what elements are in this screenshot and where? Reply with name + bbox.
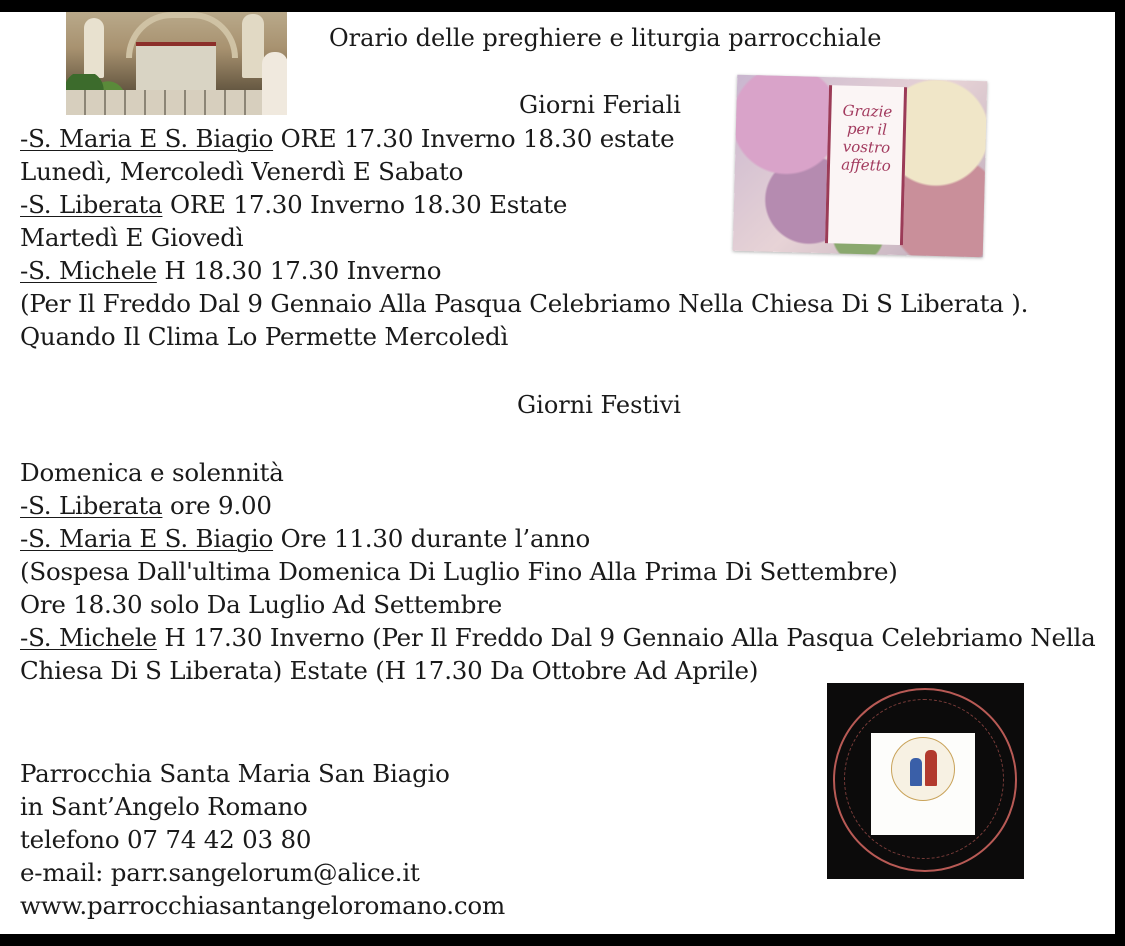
schedule-line xyxy=(20,621,1096,654)
schedule-line xyxy=(20,188,567,221)
schedule-text: Martedì E Giovedì xyxy=(20,223,244,252)
church-name: -S. Liberata xyxy=(20,491,163,520)
thank-you-card-image xyxy=(733,75,988,257)
parish-website[interactable]: www.parrocchiasantangeloromano.com xyxy=(20,891,505,920)
card-text-line: affetto xyxy=(841,155,892,175)
schedule-text: Ore 18.30 solo Da Luglio Ad Settembre xyxy=(20,590,503,619)
schedule-text: ore 9.00 xyxy=(162,491,272,520)
parish-name: Parrocchia Santa Maria San Biagio xyxy=(20,759,450,788)
church-name: -S. Michele xyxy=(20,256,157,285)
schedule-line xyxy=(20,456,284,489)
schedule-text: ORE 17.30 Inverno 18.30 estate xyxy=(273,124,675,153)
schedule-line xyxy=(20,522,590,555)
schedule-line xyxy=(20,155,463,188)
schedule-text: Quando Il Clima Lo Permette Mercoledì xyxy=(20,322,509,351)
church-name: -S. Michele xyxy=(20,623,157,652)
page-sheet xyxy=(0,12,1115,934)
schedule-line xyxy=(20,320,508,353)
church-name: -S. Maria E S. Biagio xyxy=(20,524,274,553)
schedule-text: Lunedì, Mercoledì Venerdì E Sabato xyxy=(20,157,464,186)
schedule-line xyxy=(20,489,272,522)
schedule-text: H 17.30 Inverno (Per Il Freddo Dal 9 Gennaio Alla Pasqua Celebriamo Nella xyxy=(156,623,1096,652)
card-text-line: vostro xyxy=(842,137,891,157)
card-text-line: per il xyxy=(846,119,888,139)
schedule-line xyxy=(20,654,758,687)
page-title: Orario delle preghiere e liturgia parrocchiale xyxy=(329,24,882,52)
parish-phone: telefono 07 74 42 03 80 xyxy=(20,825,312,854)
schedule-line xyxy=(20,221,243,254)
church-interior-photo xyxy=(66,12,287,115)
schedule-line xyxy=(20,122,674,155)
schedule-line xyxy=(20,254,441,287)
schedule-text: (Sospesa Dall'ultima Domenica Di Luglio Fino Alla Prima Di Settembre) xyxy=(20,557,898,586)
church-name: -S. Maria E S. Biagio xyxy=(20,124,274,153)
schedule-text: Chiesa Di S Liberata) Estate (H 17.30 Da Ottobre Ad Aprile) xyxy=(20,656,759,685)
schedule-line xyxy=(20,555,898,588)
parish-location: in Sant’Angelo Romano xyxy=(20,792,308,821)
schedule-text: H 18.30 17.30 Inverno xyxy=(156,256,442,285)
feriali-heading: Giorni Feriali xyxy=(519,91,681,119)
card-text-line: Grazie xyxy=(842,101,893,121)
schedule-text: ORE 17.30 Inverno 18.30 Estate xyxy=(162,190,568,219)
schedule-text: (Per Il Freddo Dal 9 Gennaio Alla Pasqua Celebriamo Nella Chiesa Di S Liberata ). xyxy=(20,289,1029,318)
schedule-text: Domenica e solennità xyxy=(20,458,284,487)
parish-logo xyxy=(827,683,1024,879)
parish-email[interactable]: e-mail: parr.sangelorum@alice.it xyxy=(20,858,420,887)
schedule-line xyxy=(20,588,502,621)
schedule-text: Ore 11.30 durante l’anno xyxy=(273,524,591,553)
schedule-line xyxy=(20,287,1028,320)
festivi-heading: Giorni Festivi xyxy=(517,391,681,419)
church-name: -S. Liberata xyxy=(20,190,163,219)
